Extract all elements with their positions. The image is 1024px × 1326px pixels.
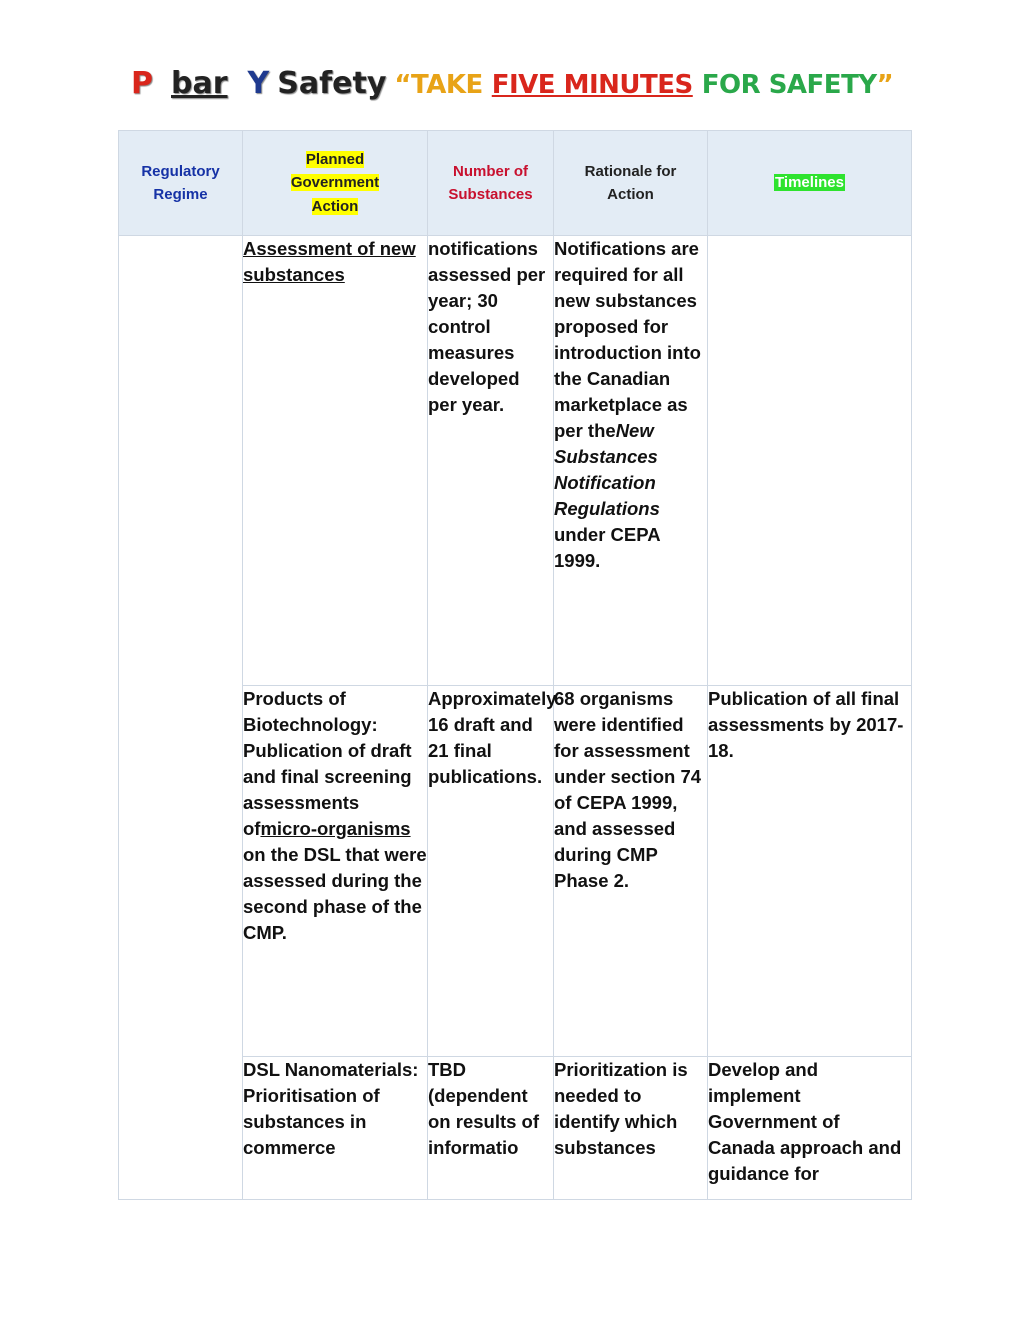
timeline-cell: [708, 236, 912, 686]
regime-cell: [119, 236, 243, 1200]
micro-organisms-link[interactable]: micro-organisms: [260, 818, 411, 839]
table-header-row: [119, 131, 912, 236]
rationale-cell: 68 organisms were identified for assessment under section 74 of CEPA 1999, and assessed during CMP Phase 2.: [554, 686, 708, 1057]
timeline-cell: Publication of all final assessments by 2017-18.: [708, 686, 912, 1057]
open-quote: “: [394, 70, 411, 100]
action-cell: Assessment of new substances: [243, 236, 428, 686]
header-planned-action: Planned Government Action: [243, 131, 428, 236]
close-quote: ”: [876, 70, 894, 100]
header-slogan: [394, 70, 893, 100]
slogan-for-safety: FOR SAFETY: [701, 70, 877, 100]
header-y: Y: [247, 66, 270, 101]
slogan-five-minutes: FIVE MINUTES: [491, 70, 693, 100]
slogan-take: TAKE: [411, 70, 483, 100]
header-bar: bar: [171, 66, 228, 101]
timeline-cell: Develop and implement Government of Canada approach and guidance for: [708, 1057, 912, 1200]
table-row: [119, 236, 912, 686]
number-cell: Approximately 16 draft and 21 final publications.: [428, 686, 554, 1057]
header-rationale: Rationale for Action: [554, 131, 708, 236]
rationale-cell: Notifications are required for all new substances proposed for introduction into the Canadian marketplace as per theNew Substances Notification Regulations under CEPA 1999.: [554, 236, 708, 686]
action-cell: DSL Nanomaterials: Prioritisation of substances in commerce: [243, 1057, 428, 1200]
action-cell: Products of Biotechnology: Publication of draft and final screening assessments ofmicro-organisms on the DSL that were assessed during the second phase of the CMP.: [243, 686, 428, 1057]
header-regulatory-regime: Regulatory Regime: [119, 131, 243, 236]
rationale-cell: Prioritization is needed to identify which substances: [554, 1057, 708, 1200]
header-safety: Safety: [277, 66, 387, 101]
header-timelines: Timelines: [708, 131, 912, 236]
header-p: P: [131, 66, 153, 101]
regulatory-table: [118, 130, 912, 1200]
number-cell: TBD (dependent on results of informatio: [428, 1057, 554, 1200]
header-number-of-substances: Number of Substances: [428, 131, 554, 236]
page-header: [131, 66, 893, 112]
number-cell: notifications assessed per year; 30 control measures developed per year.: [428, 236, 554, 686]
